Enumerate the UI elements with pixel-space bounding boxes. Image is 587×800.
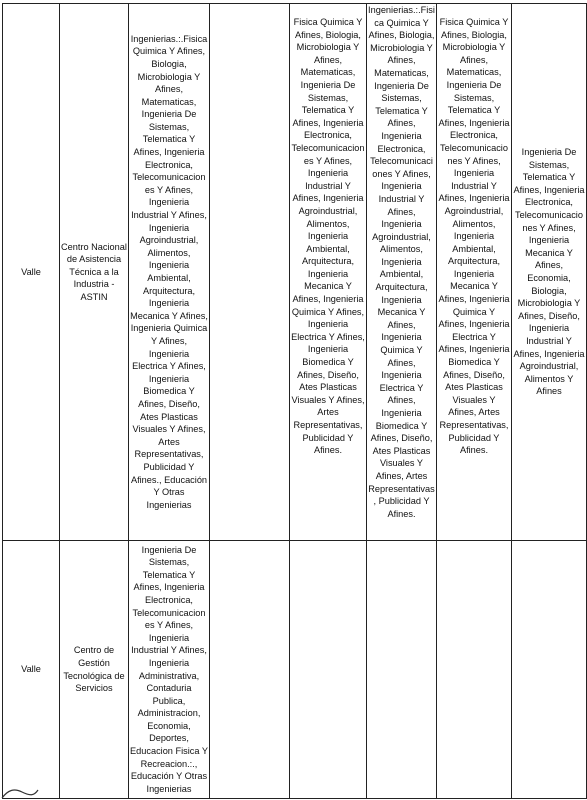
- empty-cell: [290, 541, 367, 799]
- center-cell: Centro Nacional de Asistencia Técnica a la Industria - ASTIN: [60, 4, 129, 541]
- center-cell: Centro de Gestión Tecnológica de Servicios: [60, 541, 129, 799]
- empty-cell: [210, 541, 290, 799]
- programs-cell: Ingenierias.:.Fisica Quimica Y Afines, Biologia, Microbiologia Y Afines, Matematicas, Ingenieria De Sistemas, Telematica Y Afines, Ingenieria Electronica, Telecomunicaciones Y Afines, Ingenieria Industrial Y Afines, Ingenieria Agroindustrial, Alimentos, Ingenieria Ambiental, Arquitectura, Ingenieria Mecanica Y Afines, Ingenieria Quimica Y Afines, Ingenieria Electrica Y Afines, Ingenieria Biomedica Y Afines, Diseño, Ates Plasticas Visuales Y Afines, Artes Representativas, Publicidad Y Afines.: [367, 4, 437, 541]
- empty-cell: [210, 4, 290, 541]
- empty-cell: [367, 541, 437, 799]
- programs-cell: Ingenieria De Sistemas, Telematica Y Afines, Ingenieria Electronica, Telecomunicaciones Y Afines, Ingenieria Mecanica Y Afines, Economia, Biologia, Microbiologia Y Afines, Diseño, Ingenieria Industrial Y Afines, Ingenieria Agroindustrial, Alimentos Y Afines: [512, 4, 587, 541]
- empty-cell: [512, 541, 587, 799]
- programs-cell: Ingenierias.:.Fisica Quimica Y Afines, Biologia, Microbiologia Y Afines, Matematicas, Ingenieria De Sistemas, Telematica Y Afines, Ingenieria Electronica, Telecomunicaciones Y Afines, Ingenieria Industrial Y Afines, Ingenieria Agroindustrial, Alimentos, Ingenieria Ambiental, Arquitectura, Ingenieria Mecanica Y Afines, Ingenieria Quimica Y Afines, Ingenieria Electrica Y Afines, Ingenieria Biomedica Y Afines, Diseño, Ates Plasticas Visuales Y Afines, Artes Representativas, Publicidad Y Afines., Educación Y Otras Ingenierias: [129, 4, 210, 541]
- table-row: [3, 4, 587, 541]
- handwritten-mark-icon: [0, 786, 40, 800]
- table-row: [3, 541, 587, 799]
- programs-cell: Fisica Quimica Y Afines, Biologia, Microbiologia Y Afines, Matematicas, Ingenieria De Sistemas, Telematica Y Afines, Ingenieria Electronica, Telecomunicaciones Y Afines, Ingenieria Industrial Y Afines, Ingenieria Agroindustrial, Alimentos, Ingenieria Ambiental, Arquitectura, Ingenieria Mecanica Y Afines, Ingenieria Quimica Y Afines, Ingenieria Electrica Y Afines, Ingenieria Biomedica Y Afines, Diseño, Ates Plasticas Visuales Y Afines, Artes Representativas, Publicidad Y Afines.: [437, 4, 512, 541]
- region-cell: Valle: [3, 541, 60, 799]
- region-cell: Valle: [3, 4, 60, 541]
- programs-cell: Fisica Quimica Y Afines, Biologia, Microbiologia Y Afines, Matematicas, Ingenieria De Sistemas, Telematica Y Afines, Ingenieria Electronica, Telecomunicaciones Y Afines, Ingenieria Industrial Y Afines, Ingenieria Agroindustrial, Alimentos, Ingenieria Ambiental, Arquitectura, Ingenieria Mecanica Y Afines, Ingenieria Quimica Y Afines, Ingenieria Electrica Y Afines, Ingenieria Biomedica Y Afines, Diseño, Ates Plasticas Visuales Y Afines, Artes Representativas, Publicidad Y Afines.: [290, 4, 367, 541]
- empty-cell: [437, 541, 512, 799]
- programs-cell: Ingenieria De Sistemas, Telematica Y Afines, Ingenieria Electronica, Telecomunicaciones Y Afines, Ingenieria Industrial Y Afines, Ingenieria Administrativa, Contaduria Publica, Administracion, Economia, Deportes, Educacion Fisica Y Recreacion.:., Educación Y Otras Ingenierias: [129, 541, 210, 799]
- programs-table: [2, 3, 587, 799]
